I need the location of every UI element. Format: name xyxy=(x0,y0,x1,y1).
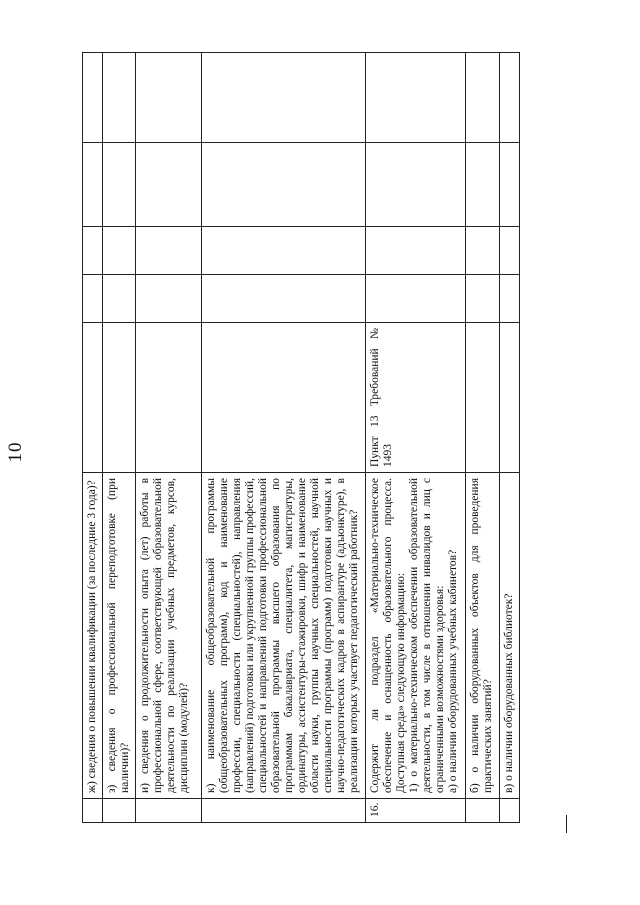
row-number xyxy=(103,799,136,823)
not-applicable-cell xyxy=(103,143,136,227)
page-number: 10 xyxy=(5,441,26,463)
answer-no-cell xyxy=(202,227,366,275)
row-number: 16. xyxy=(366,799,466,823)
table-row xyxy=(103,53,136,823)
question-text: ж) сведения о повышении квалификации (за последние 3 года)? xyxy=(83,473,103,799)
answer-yes-cell xyxy=(466,275,500,323)
answer-no-cell xyxy=(103,227,136,275)
checklist-table xyxy=(82,52,520,823)
row-number xyxy=(500,799,520,823)
not-applicable-cell xyxy=(466,143,500,227)
legal-basis-cell: Пункт 13 Требований № 1493 xyxy=(366,323,466,473)
table-row xyxy=(83,53,103,823)
answer-no-cell xyxy=(83,227,103,275)
notes-cell xyxy=(202,53,366,143)
question-text: и) сведения о продолжительности опыта (лет) работы в профессиональной сфере, соответствующей образовательной деятельности по реализации учебных предметов, курсов, дисциплин (модулей)? xyxy=(136,473,202,799)
answer-yes-cell xyxy=(83,275,103,323)
legal-basis-cell xyxy=(500,323,520,473)
notes-cell xyxy=(500,53,520,143)
answer-yes-cell xyxy=(500,275,520,323)
scan-edge-mark xyxy=(566,815,567,833)
legal-basis-cell xyxy=(83,323,103,473)
table-row xyxy=(366,53,466,823)
legal-basis-cell xyxy=(202,323,366,473)
legal-basis-cell xyxy=(103,323,136,473)
row-number xyxy=(202,799,366,823)
notes-cell xyxy=(366,53,466,143)
not-applicable-cell xyxy=(83,143,103,227)
notes-cell xyxy=(83,53,103,143)
answer-yes-cell xyxy=(366,275,466,323)
legal-basis-cell xyxy=(466,323,500,473)
question-text: в) о наличии оборудованных библиотек? xyxy=(500,473,520,799)
question-text: б) о наличии оборудованных объектов для проведения практических занятий? xyxy=(466,473,500,799)
answer-yes-cell xyxy=(202,275,366,323)
notes-cell xyxy=(466,53,500,143)
answer-no-cell xyxy=(366,227,466,275)
not-applicable-cell xyxy=(136,143,202,227)
not-applicable-cell xyxy=(500,143,520,227)
table-row xyxy=(136,53,202,823)
table-row xyxy=(466,53,500,823)
row-number xyxy=(136,799,202,823)
notes-cell xyxy=(136,53,202,143)
table-row xyxy=(202,53,366,823)
answer-no-cell xyxy=(466,227,500,275)
question-text: з) сведения о профессиональной переподготовке (при наличии)? xyxy=(103,473,136,799)
answer-yes-cell xyxy=(103,275,136,323)
legal-basis-cell xyxy=(136,323,202,473)
row-number xyxy=(83,799,103,823)
table-row xyxy=(500,53,520,823)
not-applicable-cell xyxy=(202,143,366,227)
question-text: Содержит ли подраздел «Материально-техническое обеспечение и оснащенность образовательного процесса. Доступная среда» следующую информацию: 1) о материально-техническом обеспечении образовательной деятельности, в том числе в отношении инвалидов и лиц с ограниченными возможностями здоровья: а) о наличии оборудованных учебных кабинетов? xyxy=(366,473,466,799)
notes-cell xyxy=(103,53,136,143)
answer-no-cell xyxy=(500,227,520,275)
not-applicable-cell xyxy=(366,143,466,227)
answer-no-cell xyxy=(136,227,202,275)
answer-yes-cell xyxy=(136,275,202,323)
question-text: к) наименование общеобразовательной программы (общеобразовательных программ), код и наименование профессии, специальности (специальностей), направления (направлений) подготовки или укрупненной группы профессий, специальностей и направлений подготовки профессиональной образовательной программы высшего образования по программам бакалавриата, специалитета, магистратуры, ординатуры, ассистентуры-стажировки, шифр и наименование области науки, группы научных специальностей, научной специальности программы (программ) подготовки научных и научно-педагогических кадров в аспирантуре (адъюнктуре), в реализации которых участвует педагогический работник? xyxy=(202,473,366,799)
row-number xyxy=(466,799,500,823)
